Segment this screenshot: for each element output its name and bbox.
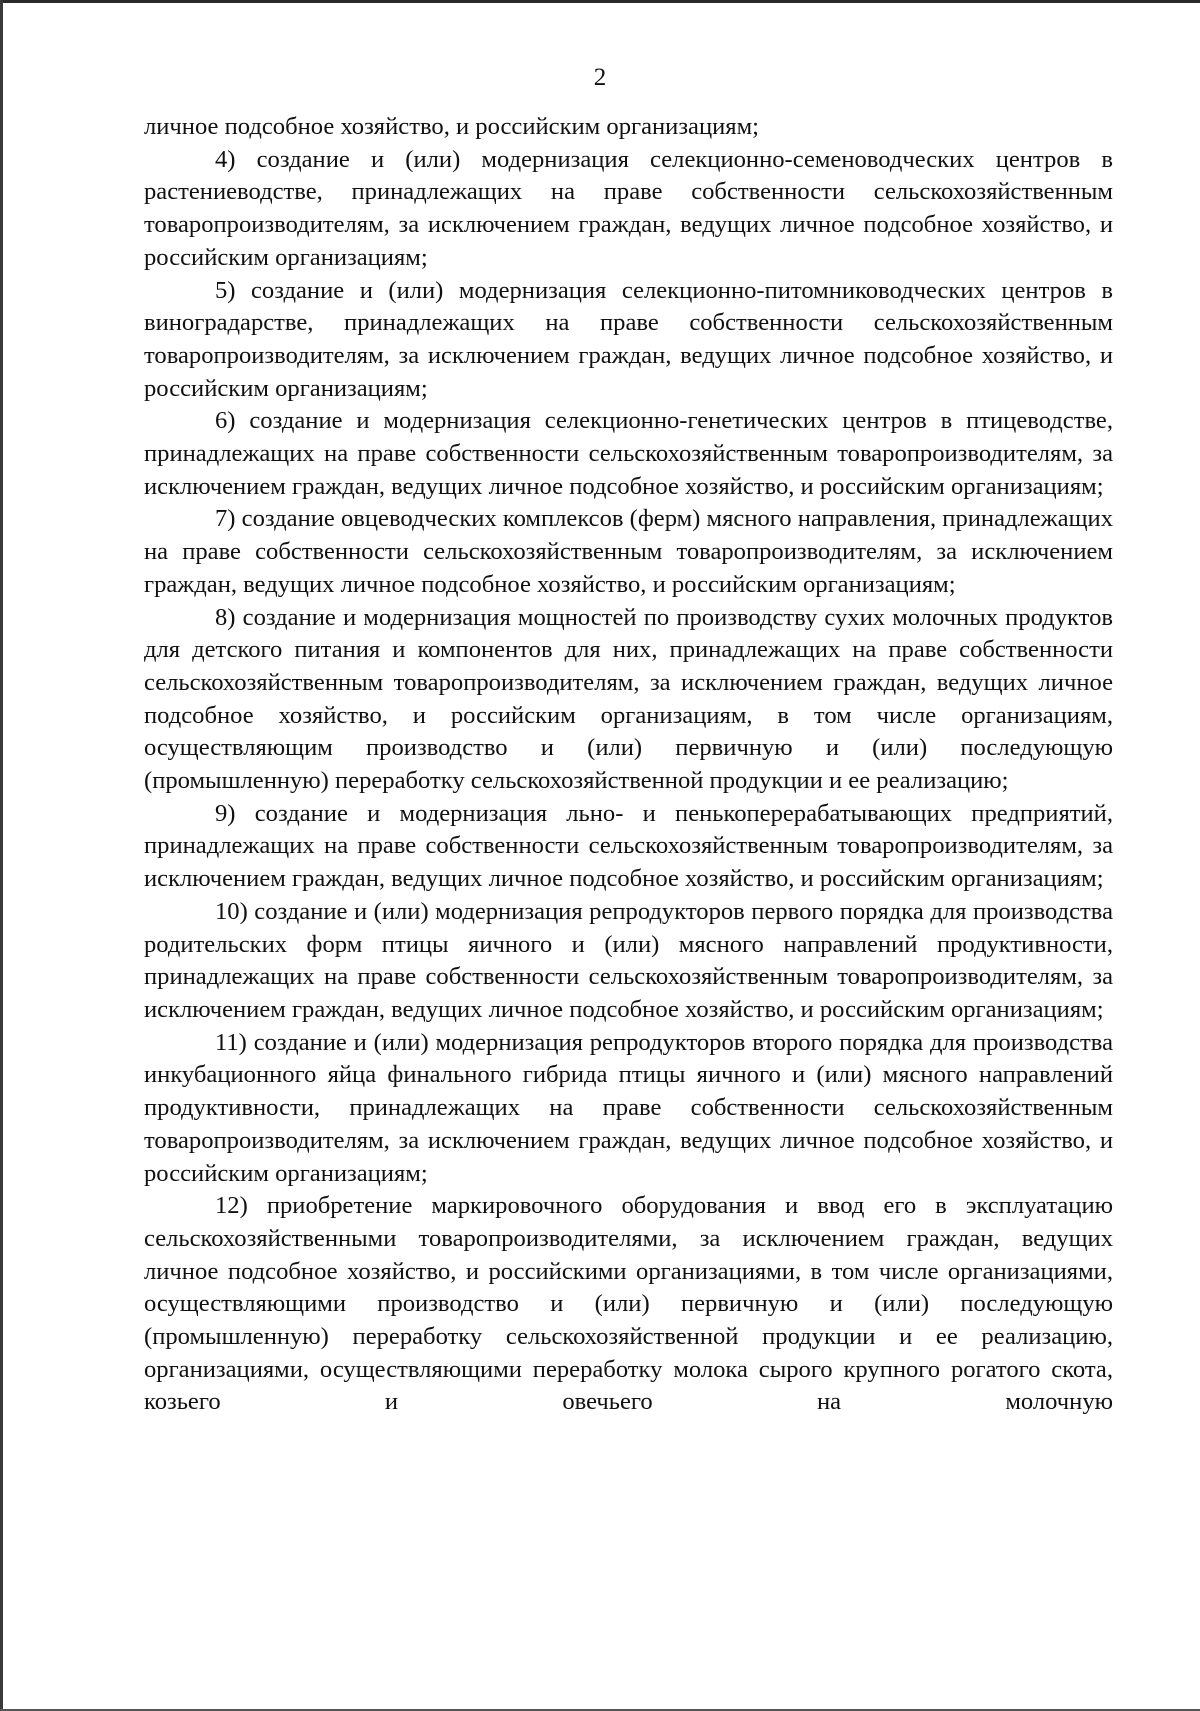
list-item-11: 11) создание и (или) модернизация репродукторов второго порядка для производства инкубационного яйца финального гибрида птицы яичного и (или) мясного направлений продуктивности, принадлежащих на праве собственности сельскохозяйственным товаропроизводителям, за исключением граждан, ведущих личное подсобное хозяйство, и российским организациям;: [144, 1028, 1113, 1187]
list-item-12: 12) приобретение маркировочного оборудования и ввод его в эксплуатацию сельскохозяйственными товаропроизводителями, за исключением граждан, ведущих личное подсобное хозяйство, и российскими организациями, в том числе организациями, осуществляющими производство и (или) первичную и (или) последующую (промышленную) переработку сельскохозяйственной продукции и ее реализацию, организациями, осуществляющими переработку молока сырого крупного рогатого скота, козьего и овечьего на молочную: [144, 1192, 1113, 1416]
list-item-8: 8) создание и модернизация мощностей по производству сухих молочных продуктов для детского питания и компонентов для них, принадлежащих на праве собственности сельскохозяйственным товаропроизводителям, за исключением граждан, ведущих личное подсобное хозяйство, и российским организациям, в том числе организациям, осуществляющим производство и (или) первичную и (или) последующую (промышленную) переработку сельскохозяйственной продукции и ее реализацию;: [144, 603, 1113, 795]
scan-edge-top: [0, 0, 1200, 3]
list-item-6: 6) создание и модернизация селекционно-генетических центров в птицеводстве, принадлежащих на праве собственности сельскохозяйственным товаропроизводителям, за исключением граждан, ведущих личное подсобное хозяйство, и российским организациям;: [144, 407, 1113, 500]
scan-edge-left: [0, 0, 3, 1711]
list-item-9: 9) создание и модернизация льно- и пенькоперерабатывающих предприятий, принадлежащих на праве собственности сельскохозяйственным товаропроизводителям, за исключением граждан, ведущих личное подсобное хозяйство, и российским организациям;: [144, 799, 1113, 893]
list-item-10: 10) создание и (или) модернизация репродукторов первого порядка для производства родительских форм птицы яичного и (или) мясного направлений продуктивности, принадлежащих на праве собственности сельскохозяйственным товаропроизводителям, за исключением граждан, ведущих личное подсобное хозяйство, и российским организациям;: [144, 897, 1113, 1023]
document-body: [144, 111, 1113, 1419]
list-item-7: 7) создание овцеводческих комплексов (ферм) мясного направления, принадлежащих на праве собственности сельскохозяйственным товаропроизводителям, за исключением граждан, ведущих личное подсобное хозяйство, и российским организациям;: [144, 505, 1113, 598]
page-number: 2: [593, 64, 607, 91]
paragraph-continuation: личное подсобное хозяйство, и российским организациям;: [144, 113, 759, 140]
list-item-5: 5) создание и (или) модернизация селекционно-питомниководческих центров в виноградарстве, принадлежащих на праве собственности сельскохозяйственным товаропроизводителям, за исключением граждан, ведущих личное подсобное хозяйство, и российским организациям;: [144, 276, 1113, 402]
list-item-4: 4) создание и (или) модернизация селекционно-семеноводческих центров в растениеводстве, принадлежащих на праве собственности сельскохозяйственным товаропроизводителям, за исключением граждан, ведущих личное подсобное хозяйство, и российским организациям;: [144, 145, 1113, 271]
